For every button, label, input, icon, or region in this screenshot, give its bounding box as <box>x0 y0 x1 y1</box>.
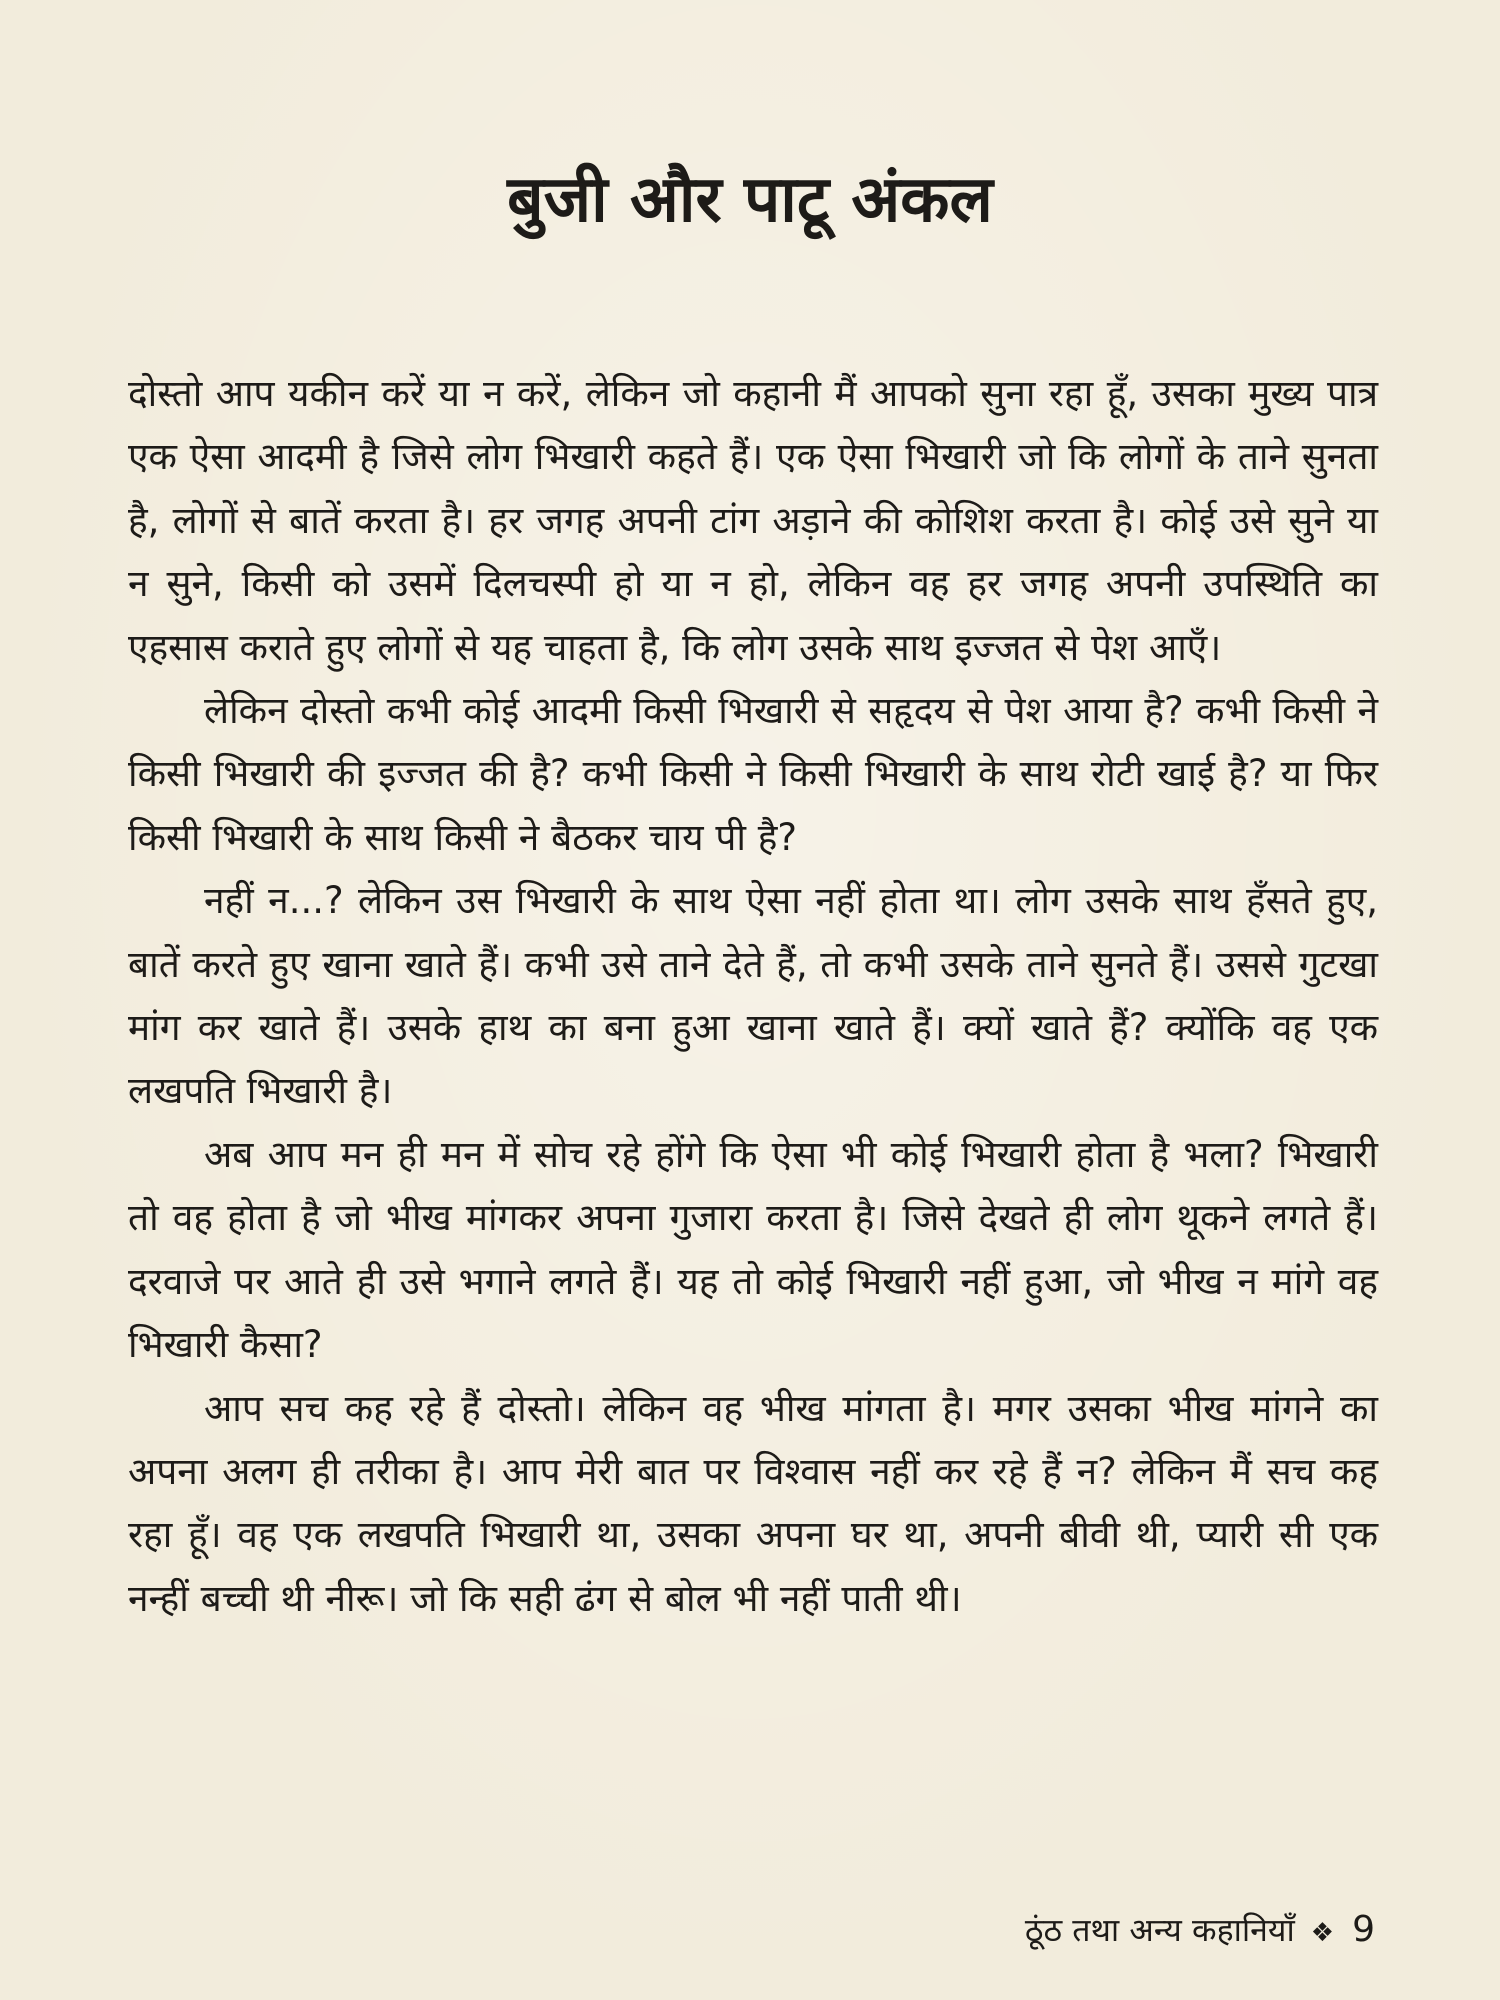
paragraph-1: दोस्तो आप यकीन करें या न करें, लेकिन जो कहानी मैं आपको सुना रहा हूँ, उसका मुख्य पात्र एक ऐसा आदमी है जिसे लोग भिखारी कहते हैं। एक ऐसा भिखारी जो कि लोगों के ताने सुनता है, लोगों से बातें करता है। हर जगह अपनी टांग अड़ाने की कोशिश करता है। कोई उसे सुने या न सुने, किसी को उसमें दिलचस्पी हो या न हो, लेकिन वह हर जगह अपनी उपस्थिति का एहसास कराते हुए लोगों से यह चाहता है, कि लोग उसके साथ इज्जत से पेश आएँ। <box>128 372 1378 669</box>
paragraph-5: आप सच कह रहे हैं दोस्तो। लेकिन वह भीख मांगता है। मगर उसका भीख मांगने का अपना अलग ही तरीका है। आप मेरी बात पर विश्वास नहीं कर रहे हैं न? लेकिन मैं सच कह रहा हूँ। वह एक लखपति भिखारी था, उसका अपना घर था, अपनी बीवी थी, प्यारी सी एक नन्हीं बच्ची थी नीरू। जो कि सही ढंग से बोल भी नहीं पाती थी। <box>128 1386 1378 1620</box>
chapter-title: बुजी और पाटू अंकल <box>507 163 993 237</box>
page-number: 9 <box>1352 1909 1375 1950</box>
footer-separator-icon: ❖ <box>1310 1918 1335 1948</box>
page-footer <box>1025 1905 1375 1958</box>
chapter-body <box>128 362 1378 1630</box>
paragraph-4: अब आप मन ही मन में सोच रहे होंगे कि ऐसा भी कोई भिखारी होता है भला? भिखारी तो वह होता है जो भीख मांगकर अपना गुजारा करता है। जिसे देखते ही लोग थूकने लगते हैं। दरवाजे पर आते ही उसे भगाने लगते हैं। यह तो कोई भिखारी नहीं हुआ, जो भीख न मांगे वह भिखारी कैसा? <box>128 1132 1378 1367</box>
paragraph-2: लेकिन दोस्तो कभी कोई आदमी किसी भिखारी से सहृदय से पेश आया है? कभी किसी ने किसी भिखारी की इज्जत की है? कभी किसी ने किसी भिखारी के साथ रोटी खाई है? या फिर किसी भिखारी के साथ किसी ने बैठकर चाय पी है? <box>128 689 1378 859</box>
paragraph-3: नहीं न...? लेकिन उस भिखारी के साथ ऐसा नहीं होता था। लोग उसके साथ हँसते हुए, बातें करते हुए खाना खाते हैं। कभी उसे ताने देते हैं, तो कभी उसके ताने सुनते हैं। उससे गुटखा मांग कर खाते हैं। उसके हाथ का बना हुआ खाना खाते हैं। क्यों खाते हैं? क्योंकि वह एक लखपति भिखारी है। <box>128 879 1378 1113</box>
footer-book-title: ठूंठ तथा अन्य कहानियाँ <box>1024 1911 1295 1949</box>
